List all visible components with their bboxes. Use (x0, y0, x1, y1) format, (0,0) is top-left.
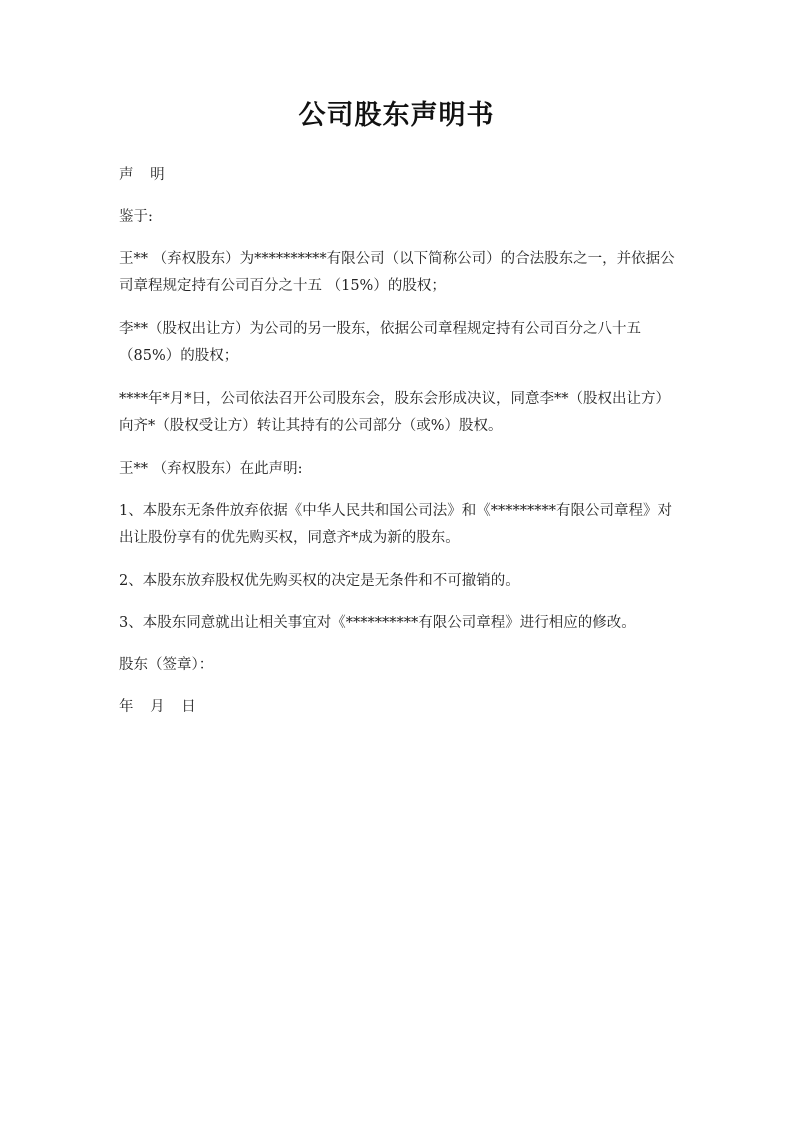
declaration-item-3: 3、本股东同意就出让相关事宜对《**********有限公司章程》进行相应的修改。 (119, 615, 636, 631)
document-title: 公司股东声明书 (298, 100, 495, 131)
paragraph-shareholder-meeting: ****年*月*日，公司依法召开公司股东会，股东会形成决议，同意李**（股权出让方）向齐*（股权受让方）转让其持有的公司部分（或%）股权。 (119, 391, 670, 434)
paragraph-transferor: 李**（股权出让方）为公司的另一股东，依据公司章程规定持有公司百分之八十五（85%）的股权； (119, 321, 641, 364)
declaration-heading: 声 明 (119, 167, 171, 183)
declaration-item-1: 1、本股东无条件放弃依据《中华人民共和国公司法》和《*********有限公司章程》对出让股份享有的优先购买权，同意齐*成为新的股东。 (119, 503, 672, 546)
date-line: 年 月 日 (119, 699, 202, 715)
paragraph-waiving-shareholder: 王** （弃权股东）为**********有限公司（以下简称公司）的合法股东之一，并依据公司章程规定持有公司百分之十五 （15%）的股权； (119, 251, 675, 294)
whereas-label: 鉴于: (119, 209, 153, 225)
declaration-intro: 王** （弃权股东）在此声明: (119, 461, 303, 477)
declaration-item-2: 2、本股东放弃股权优先购买权的决定是无条件和不可撤销的。 (119, 573, 520, 589)
signature-line: 股东（签章）： (119, 657, 214, 673)
